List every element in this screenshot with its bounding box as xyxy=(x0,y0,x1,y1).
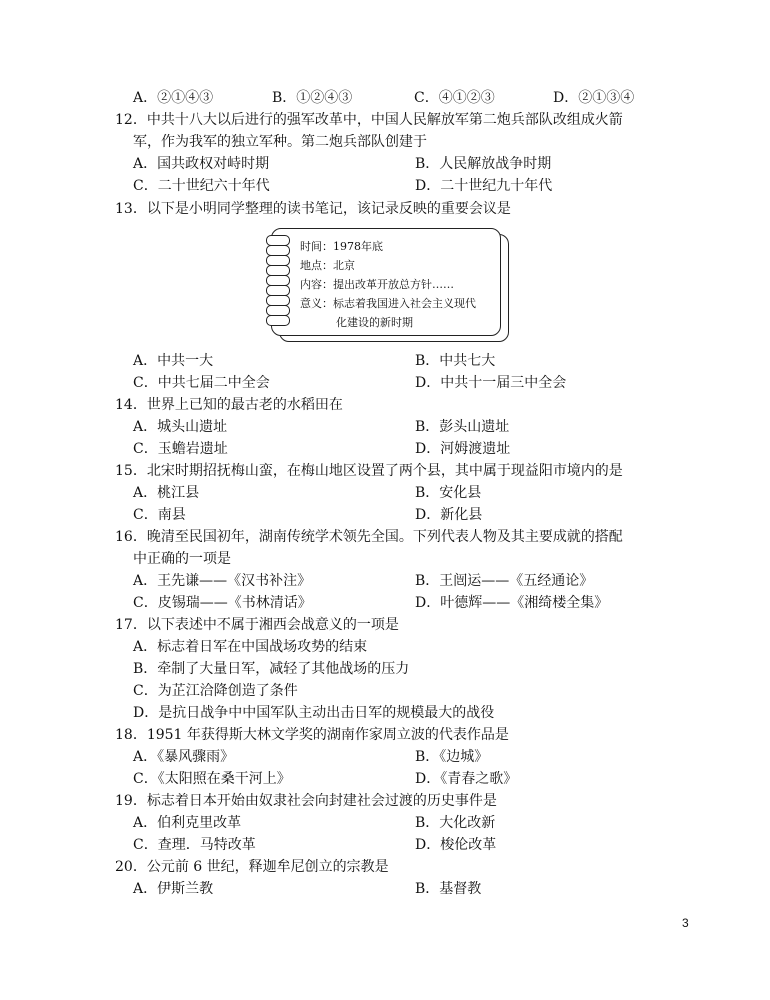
q15-option-b: B．安化县 xyxy=(415,485,482,501)
q15-option-a: A．桃江县 xyxy=(133,485,200,501)
reading-notes-notebook xyxy=(271,228,507,340)
q18-option-b: B．《边城》 xyxy=(415,749,489,765)
q18-option-d: D．《青春之歌》 xyxy=(415,771,518,787)
q20-stem: 20．公元前 6 世纪，释迦牟尼创立的宗教是 xyxy=(115,859,389,875)
q12-option-c: C．二十世纪六十年代 xyxy=(133,178,270,194)
q16-option-d: D．叶德辉——《湘绮楼全集》 xyxy=(415,595,609,611)
q16-stem-line1: 16．晚清至民国初年，湖南传统学术领先全国。下列代表人物及其主要成就的搭配 xyxy=(115,529,623,545)
q16-option-b: B．王闿运——《五经通论》 xyxy=(415,573,594,589)
spiral-ring-icon xyxy=(266,315,290,326)
option-d: D．②①③④ xyxy=(553,90,635,106)
option-c: C．④①②③ xyxy=(414,90,495,106)
note-content: 内容：提出改革开放总方针…… xyxy=(300,278,454,291)
q13-option-c: C．中共七届二中全会 xyxy=(133,375,270,391)
q17-option-d: D．是抗日战争中中国军队主动出击日军的规模最大的战役 xyxy=(133,705,495,721)
q16-stem-line2: 中正确的一项是 xyxy=(133,551,231,567)
q12-stem-line1: 12．中共十八大以后进行的强军改革中，中国人民解放军第二炮兵部队改组成火箭 xyxy=(115,112,623,128)
q18-stem: 18．1951 年获得斯大林文学奖的湖南作家周立波的代表作品是 xyxy=(115,727,509,743)
q12-option-d: D．二十世纪九十年代 xyxy=(415,178,553,194)
q17-option-a: A．标志着日军在中国战场攻势的结束 xyxy=(133,639,368,655)
q13-stem: 13．以下是小明同学整理的读书笔记，该记录反映的重要会议是 xyxy=(115,201,511,217)
q20-option-b: B．基督教 xyxy=(415,881,482,897)
q14-option-d: D．河姆渡遗址 xyxy=(415,441,511,457)
q12-option-b: B．人民解放战争时期 xyxy=(415,156,552,172)
q19-stem: 19．标志着日本开始由奴隶社会向封建社会过渡的历史事件是 xyxy=(115,793,497,809)
q19-option-b: B．大化改新 xyxy=(415,815,496,831)
page-number: 3 xyxy=(682,916,689,930)
q13-option-d: D．中共十一届三中全会 xyxy=(415,375,567,391)
q16-option-a: A．王先谦——《汉书补注》 xyxy=(133,573,312,589)
q13-option-a: A．中共一大 xyxy=(133,353,214,369)
q12-option-a: A．国共政权对峙时期 xyxy=(133,156,270,172)
q14-option-a: A．城头山遗址 xyxy=(133,419,228,435)
q12-stem-line2: 军，作为我军的独立军种。第二炮兵部队创建于 xyxy=(133,134,427,150)
option-a: A．②①④③ xyxy=(133,90,214,106)
q19-option-d: D．梭伦改革 xyxy=(415,837,497,853)
q15-option-d: D．新化县 xyxy=(415,507,483,523)
note-place: 地点：北京 xyxy=(300,259,355,272)
note-significance: 意义：标志着我国进入社会主义现代 xyxy=(300,297,476,310)
q14-stem: 14．世界上已知的最古老的水稻田在 xyxy=(115,397,343,413)
q18-option-a: A．《暴风骤雨》 xyxy=(133,749,235,765)
notebook-front-page xyxy=(271,228,501,336)
note-significance-cont: 化建设的新时期 xyxy=(336,316,413,329)
q17-stem: 17．以下表述中不属于湘西会战意义的一项是 xyxy=(115,617,399,633)
q13-option-b: B．中共七大 xyxy=(415,353,496,369)
note-time: 时间：1978年底 xyxy=(300,240,383,253)
q14-option-b: B．彭头山遗址 xyxy=(415,419,510,435)
q19-option-a: A．伯利克里改革 xyxy=(133,815,242,831)
q17-option-b: B．牵制了大量日军，减轻了其他战场的压力 xyxy=(133,661,410,677)
q15-option-c: C．南县 xyxy=(133,507,186,523)
option-b: B．①②④③ xyxy=(272,90,353,106)
q16-option-c: C．皮锡瑞——《书林清话》 xyxy=(133,595,312,611)
q20-option-a: A．伊斯兰教 xyxy=(133,881,214,897)
q17-option-c: C．为芷江洽降创造了条件 xyxy=(133,683,298,699)
notebook-text xyxy=(300,237,476,332)
q19-option-c: C．查理．马特改革 xyxy=(133,837,256,853)
q15-stem: 15．北宋时期招抚梅山蛮，在梅山地区设置了两个县，其中属于现益阳市境内的是 xyxy=(115,463,623,479)
q14-option-c: C．玉蟾岩遗址 xyxy=(133,441,228,457)
q18-option-c: C．《太阳照在桑干河上》 xyxy=(133,771,291,787)
